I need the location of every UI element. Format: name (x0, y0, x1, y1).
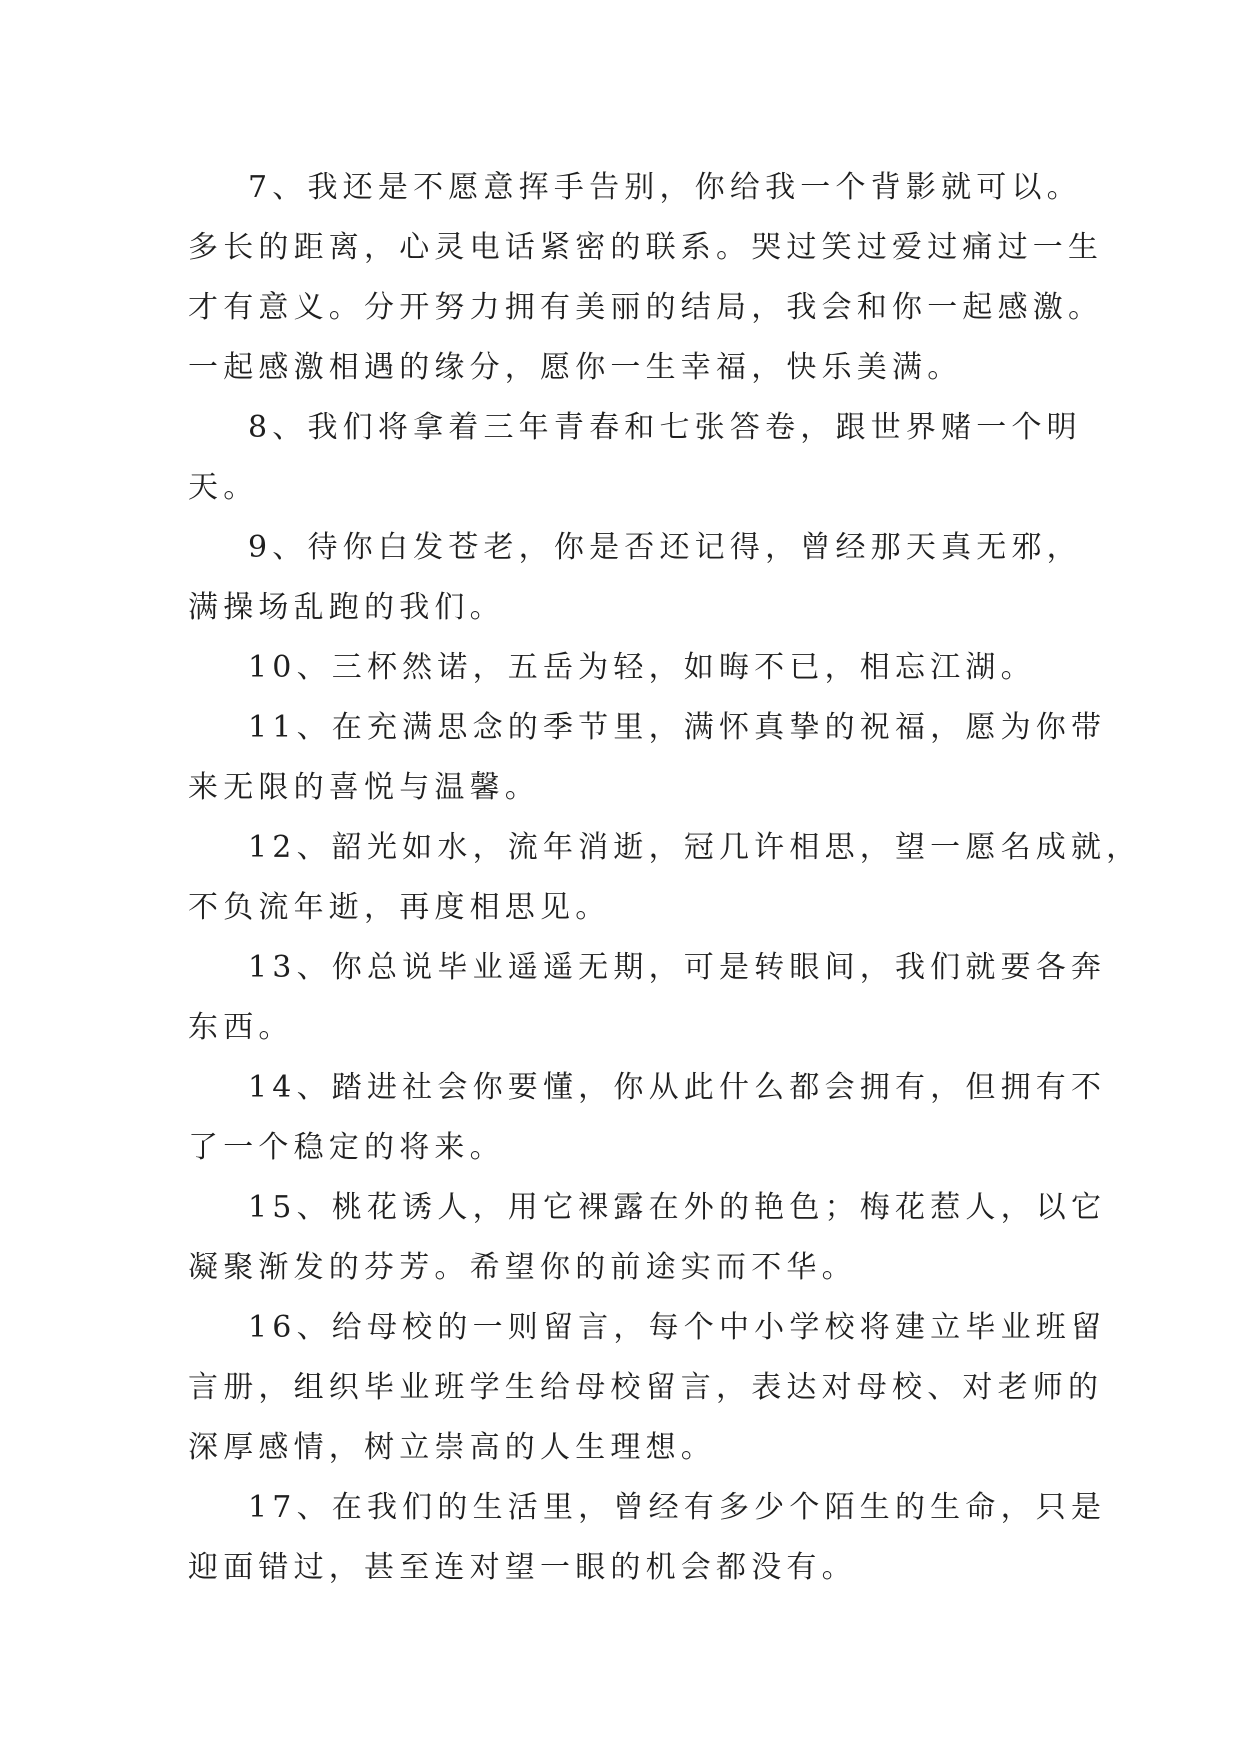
text-line: 13、你总说毕业遥遥无期，可是转眼间，我们就要各奔 (248, 950, 1107, 985)
paragraph-12 (188, 818, 1142, 938)
document-body (188, 158, 1142, 1598)
text-line: 了一个稳定的将来。 (188, 1130, 505, 1165)
paragraph-11 (188, 698, 1107, 818)
paragraph-16 (188, 1298, 1107, 1478)
text-line: 多长的距离，心灵电话紧密的联系。哭过笑过爱过痛过一生 (188, 230, 1104, 265)
text-line: 15、桃花诱人，用它裸露在外的艳色；梅花惹人，以它 (248, 1190, 1107, 1225)
paragraph-15 (188, 1178, 1107, 1298)
text-line: 14、踏进社会你要懂，你从此什么都会拥有，但拥有不 (248, 1070, 1107, 1105)
text-line: 17、在我们的生活里，曾经有多少个陌生的生命，只是 (248, 1490, 1107, 1525)
text-line: 12、韶光如水，流年消逝，冠几许相思，望一愿名成就， (248, 830, 1142, 865)
text-line: 7、我还是不愿意挥手告别，你给我一个背影就可以。 (248, 170, 1082, 205)
paragraph-7 (188, 158, 1104, 398)
text-line: 16、给母校的一则留言，每个中小学校将建立毕业班留 (248, 1310, 1107, 1345)
text-line: 东西。 (188, 1010, 294, 1045)
text-line: 言册，组织毕业班学生给母校留言，表达对母校、对老师的 (188, 1370, 1104, 1405)
text-line: 才有意义。分开努力拥有美丽的结局，我会和你一起感激。 (188, 290, 1104, 325)
paragraph-8 (188, 398, 1082, 518)
paragraph-13 (188, 938, 1107, 1058)
text-line: 一起感激相遇的缘分，愿你一生幸福，快乐美满。 (188, 350, 963, 385)
text-line: 深厚感情，树立崇高的人生理想。 (188, 1430, 716, 1465)
text-line: 迎面错过，甚至连对望一眼的机会都没有。 (188, 1550, 857, 1585)
text-line: 11、在充满思念的季节里，满怀真挚的祝福，愿为你带 (248, 710, 1107, 745)
paragraph-10 (188, 638, 1068, 698)
text-line: 来无限的喜悦与温馨。 (188, 770, 540, 805)
text-line: 10、三杯然诺，五岳为轻，如晦不已，相忘江湖。 (248, 650, 1036, 685)
paragraph-14 (188, 1058, 1107, 1178)
text-line: 不负流年逝，再度相思见。 (188, 890, 611, 925)
paragraph-17 (188, 1478, 1107, 1598)
text-line: 凝聚渐发的芬芳。希望你的前途实而不华。 (188, 1250, 857, 1285)
text-line: 8、我们将拿着三年青春和七张答卷，跟世界赌一个明 (248, 410, 1082, 445)
text-line: 9、待你白发苍老，你是否还记得，曾经那天真无邪， (248, 530, 1082, 565)
paragraph-9 (188, 518, 1082, 638)
text-line: 天。 (188, 470, 259, 505)
text-line: 满操场乱跑的我们。 (188, 590, 505, 625)
